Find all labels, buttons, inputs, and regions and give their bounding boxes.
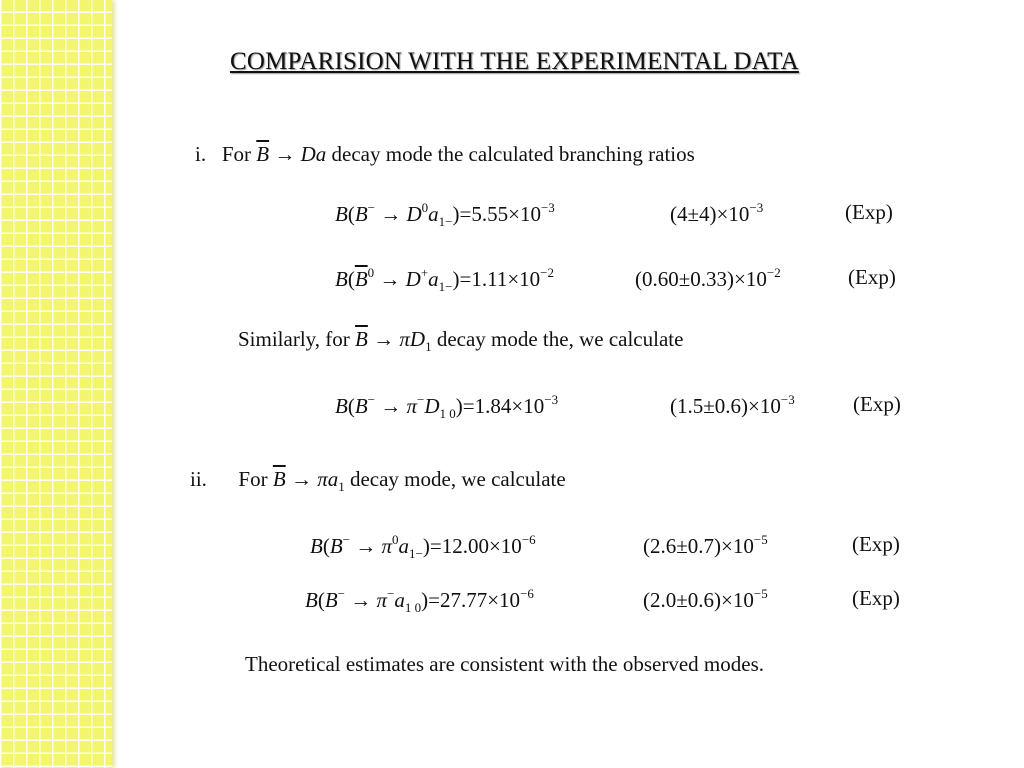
similarly-line [238,327,683,355]
experimental-value [670,200,763,227]
formula-token: )=1.11×10 [452,267,541,291]
calculated-branching-ratio [335,200,555,230]
formula-token: )=27.77×10 [421,588,521,612]
formula-token: π [381,534,393,558]
exp-tag: (Exp) [852,586,900,610]
formula-token: ( [347,267,355,291]
formula-token: → [375,394,407,418]
formula-token: πD [399,327,426,351]
formula-token: (0.60±0.33)×10 [635,267,767,291]
decay-mode [272,467,345,494]
formula-token: → [285,467,318,491]
formula-token: − [337,586,345,601]
formula-token: ( [322,534,330,558]
formula-token: ( [347,202,355,226]
formula-token: −3 [749,200,764,215]
formula-token: 1− [409,546,423,561]
formula-token: B [310,534,323,558]
formula-token: 1 0 [439,406,456,421]
exp-tag: (Exp) [845,200,893,224]
item-2 [190,467,566,495]
formula-token: ( [347,394,355,418]
calculated-branching-ratio [335,265,554,295]
formula-token: − [387,586,395,601]
item-1 [195,142,695,167]
formula-token: $\overline{B}$ [355,327,368,351]
formula-token: 0 [392,532,399,547]
formula-token: −6 [521,532,536,547]
formula-token: B [354,202,368,226]
formula-token: 1− [438,279,453,294]
formula-token: a [428,267,439,291]
item-marker: ii. [190,467,207,491]
formula-token: a [398,534,410,558]
item-suffix: decay mode, we calculate [349,467,566,491]
formula-token: 0 [367,265,375,280]
formula-token: B [354,394,368,418]
experimental-value [635,265,781,292]
formula-token: $\overline{B}$ [354,267,368,291]
formula-token: 1 0 [404,600,422,615]
formula-token: 1 [425,339,432,354]
formula-token: 0 [421,200,429,215]
formula-token: − [367,392,375,407]
formula-token: a [428,202,439,226]
experimental-value [643,532,768,559]
item-prefix: For [238,467,268,491]
item-marker: i. [195,142,207,166]
formula-token: → [367,327,400,351]
formula-token: πa [317,467,339,491]
formula-token: → [375,202,407,226]
formula-token: 1− [438,214,453,229]
formula-token: Da [300,142,327,166]
formula-token: −3 [540,200,555,215]
formula-token: $\overline{B}$ [256,142,270,166]
formula-token: D [406,202,422,226]
exp-tag: (Exp) [853,392,901,416]
formula-token: −5 [753,532,768,547]
formula-token: − [342,532,350,547]
formula-token: −2 [766,265,781,280]
calculated-branching-ratio [335,392,558,422]
formula-token: ( [317,588,325,612]
formula-token: → [269,142,301,166]
formula-token: B [305,588,318,612]
exp-tag: (Exp) [852,532,900,556]
formula-token: B [335,267,348,291]
slide-title: COMPARISION WITH THE EXPERIMENTAL DATA [230,48,799,75]
formula-token: + [420,265,429,280]
formula-token: (2.6±0.7)×10 [643,534,754,558]
formula-token: −3 [544,392,559,407]
formula-token: (2.0±0.6)×10 [643,588,754,612]
item-prefix: For [221,142,252,166]
formula-token: B [335,394,348,418]
formula-token: π [406,394,418,418]
formula-token: − [417,392,425,407]
formula-token: )=1.84×10 [455,394,545,418]
calculated-branching-ratio [305,586,534,616]
decay-mode [355,327,432,354]
formula-token: B [335,202,348,226]
formula-token: B [329,534,343,558]
decorative-sidebar [0,0,112,768]
formula-token: → [345,588,377,612]
experimental-value [670,392,795,419]
conclusion: Theoretical estimates are consistent with the observed modes. [245,652,765,676]
formula-token: → [374,267,406,291]
formula-token: −5 [753,586,768,601]
formula-token: π [376,588,388,612]
formula-token: (4±4)×10 [670,202,750,226]
exp-tag: (Exp) [848,265,896,289]
formula-token: → [350,534,382,558]
formula-token: )=5.55×10 [452,202,541,226]
formula-token: −3 [780,392,795,407]
formula-token: D [405,267,421,291]
formula-token: B [324,588,338,612]
formula-token: $\overline{B}$ [272,467,286,491]
formula-token: a [394,588,405,612]
similarly-suffix: decay mode the, we calculate [436,327,684,351]
decay-mode [256,142,326,166]
formula-token: − [367,200,375,215]
formula-token: D [424,394,440,418]
formula-token: −6 [520,586,534,601]
item-suffix: decay mode the calculated branching ratios [331,142,695,166]
similarly-prefix: Similarly, for [238,327,350,351]
formula-token: (1.5±0.6)×10 [670,394,781,418]
experimental-value [643,586,768,613]
formula-token: 1 [338,479,345,494]
calculated-branching-ratio [310,532,536,562]
formula-token: −2 [540,265,555,280]
formula-token: )=12.00×10 [422,534,522,558]
